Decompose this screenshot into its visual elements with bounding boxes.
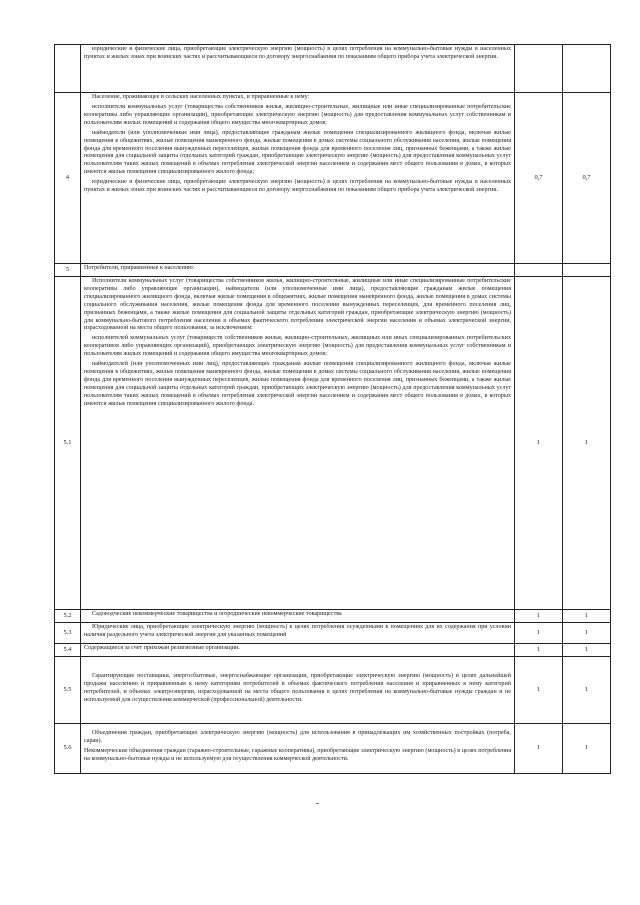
row-paragraph: Содержащиеся за счет прихожан религиозные организации. xyxy=(84,644,240,651)
row-paragraph: Исполнители коммунальных услуг (товарищества собственников жилья, жилищно-строительные, жилищные или иные специализированные потребительские кооперативы либо управляющие организации), наймодатели (или уполномоченные ими лица), предоставляющие гражданам жилые помещения специализированного жилищного фонда, включая жилые помещения в общежитиях, жилые помещения маневренного фонда, жилые помещения в домах системы социального обслуживания населения, жилые помещения фонда для временного поселения вынужденных переселенцев, для временного поселения лиц, признанных беженцами, а также жилые помещения для социальной защиты отдельных категорий граждан, приобретающие электрическую энергию (мощность) для коммунально-бытового потребления населения в объемах фактического потребления электрической энергии населения и объемах электрической энергии, израсходованной на места общего пользования, за исключением: xyxy=(84,277,511,332)
value-cell-2 xyxy=(563,45,611,93)
row-paragraph: Население, проживающее в сельских населенных пунктах, и приравненные к нему: xyxy=(92,94,310,100)
value-cell-2: 1 xyxy=(563,609,611,622)
value-cell-1: 1 xyxy=(515,723,563,773)
value-cell-1: 1 xyxy=(515,276,563,609)
row-number: 5.2 xyxy=(55,609,81,622)
row-description xyxy=(81,264,515,277)
table-row xyxy=(55,723,611,773)
table-row xyxy=(55,264,611,277)
row-paragraph: наймодателей (или уполномоченных ими лиц), предоставляющих гражданам жилые помещения специализированного жилищного фонда, включая жилые помещения в общежитиях, жилые помещения маневренного фонда, жилые помещения в домах системы социального обслуживания населения, жилые помещения фонда для временного поселения вынужденных переселенцев, жилые помещения фонда для временного поселения лиц, признанных беженцами, а также жилые помещения для социальной защиты отдельных категорий граждан, приобретающих электрическую энергию (мощность) для предоставления коммунальных услуг пользователям таких жилых помещений в объемах потребления электрической энергии населением и содержания мест общего пользования в домах, в которых имеются жилые помещения специализированного жилого фонда. xyxy=(84,361,511,407)
row-paragraph: Гарантирующие поставщики, энергосбытовые, энергоснабжающие организации, приобретающие электрическую энергию (мощность) в целях дальнейшей продажи населению и приравненным к нему категориям потребителей в объемах фактического потребления населения и приравненных к нему категорий потребителей, и объемах электроэнергии, израсходованной на места общего пользования в целях потребления на коммунально-бытовые нужды граждан и не используемой для осуществления коммерческой (профессиональной) деятельности. xyxy=(84,672,511,703)
row-paragraph: Некоммерческие объединения граждан (гаражно-строительные, гаражные кооперативы), приобретающие электрическую энергию (мощность) в целях потребления на коммунально-бытовые нужды и не используемую для осуществления коммерческой деятельности. xyxy=(84,748,511,763)
value-cell-1: 1 xyxy=(515,643,563,656)
scan-speck xyxy=(316,803,319,804)
value-cell-1 xyxy=(515,45,563,93)
row-number: 5.4 xyxy=(55,643,81,656)
value-cell-2: 1 xyxy=(563,723,611,773)
row-description xyxy=(81,656,515,723)
row-description xyxy=(81,45,515,93)
row-description xyxy=(81,622,515,643)
row-paragraph: исполнителей коммунальных услуг (товариществ собственников жилья, жилищно-строительных, жилищных или иных специализированных потребительских кооперативов либо управляющих организаций), приобретающих электрическую энергию (мощность) для предоставления коммунальных услуг собственникам и пользователям жилых помещений и содержания общего имущества многоквартирных домов; xyxy=(84,335,511,358)
row-paragraph: Юридические лица, приобретающие электрическую энергию (мощность) в целях потребления осужденными в помещениях для их содержания при условии наличия раздельного учета электрической энергии для указанных помещений xyxy=(84,623,511,638)
row-paragraph: исполнители коммунальных услуг (товарищества собственников жилья, жилищно-строительные, жилищные или иные специализированные потребительские кооперативы либо управляющие организации), приобретающие электрическую энергию (мощность) для предоставления коммунальных услуг собственникам и пользователям жилых помещений и содержания общего имущества многоквартирных домов; xyxy=(84,103,511,126)
value-cell-1: 1 xyxy=(515,656,563,723)
row-number: 4 xyxy=(55,93,81,264)
value-cell-2: 1 xyxy=(563,276,611,609)
value-cell-1: 1 xyxy=(515,609,563,622)
row-number: 5.6 xyxy=(55,723,81,773)
value-cell-2 xyxy=(563,264,611,277)
value-cell-1: 0,7 xyxy=(515,93,563,264)
row-paragraph: Потребители, приравненные к населению: xyxy=(84,265,195,271)
row-description xyxy=(81,609,515,622)
value-cell-2: 1 xyxy=(563,643,611,656)
value-cell-1: 1 xyxy=(515,622,563,643)
tariff-table-page xyxy=(54,44,610,774)
row-paragraph: Садоводческие некоммерческие товарищества и огороднические некоммерческие товарищества xyxy=(92,610,342,617)
tariff-coefficients-table xyxy=(54,44,611,774)
table-row xyxy=(55,622,611,643)
value-cell-2: 1 xyxy=(563,622,611,643)
row-paragraph: юридические и физические лица, приобретающие электрическую энергию (мощность) в целях потребления на коммунально-бытовые нужды в населенных пунктах и жилых зонах при воинских частях и рассчитывающиеся по договору энергоснабжения по показаниям общего прибора учета электрической энергии. xyxy=(84,179,511,194)
row-number: 5.3 xyxy=(55,622,81,643)
table-row xyxy=(55,45,611,93)
row-description xyxy=(81,93,515,264)
row-paragraph: наймодатели (или уполномоченные ими лица), предоставляющие гражданам жилые помещения специализированного жилищного фонда, включая жилые помещения в общежитиях, жилые помещения маневренного фонда, жилые помещения в домах системы социального обслуживания населения, жилые помещения фонда для временного поселения вынужденных переселенцев, жилые помещения фонда для временного поселения лиц, признанных беженцами, а также жилые помещения для социальной защиты отдельных категорий граждан, приобретающие электрическую энергию (мощность) для предоставления коммунальных услуг пользователям таких жилых помещений в объемах потребления электрической энергии населением и содержания мест общего пользования в домах, в которых имеются жилые помещения специализированного жилого фонда; xyxy=(84,129,511,176)
row-description xyxy=(81,276,515,609)
value-cell-1 xyxy=(515,264,563,277)
row-paragraph: Объединения граждан, приобретающих электрическую энергию (мощность) для использования в принадлежащих им хозяйственных постройках (погреба, сараи). xyxy=(84,730,511,745)
row-paragraph: юридические и физические лица, приобретающие электрическую энергию (мощность) в целях потребления на коммунально-бытовые нужды в населенных пунктах и жилых зонах при воинских частях и рассчитывающиеся по договору энергоснабжения по показаниям общего прибора учета электрической энергии. xyxy=(84,46,511,60)
table-row xyxy=(55,609,611,622)
value-cell-2: 0,7 xyxy=(563,93,611,264)
row-description xyxy=(81,723,515,773)
table-row xyxy=(55,276,611,609)
row-number: 5.5 xyxy=(55,656,81,723)
row-description xyxy=(81,643,515,656)
row-number: 5.1 xyxy=(55,276,81,609)
row-number: 5 xyxy=(55,264,81,277)
row-number xyxy=(55,45,81,93)
table-row xyxy=(55,93,611,264)
table-row xyxy=(55,643,611,656)
table-row xyxy=(55,656,611,723)
value-cell-2: 1 xyxy=(563,656,611,723)
